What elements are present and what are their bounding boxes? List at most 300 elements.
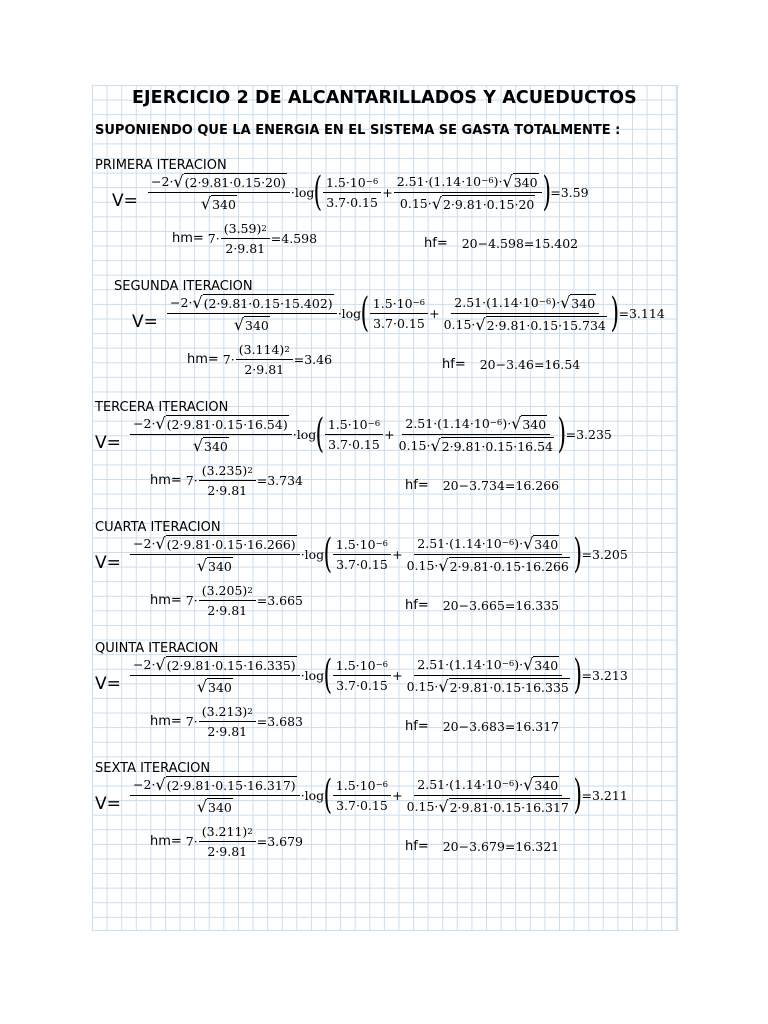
radicand: [203, 437, 229, 454]
expr: [336, 537, 388, 552]
velocity-value: 3.59: [228, 221, 257, 236]
velocity-value: 3.213: [206, 704, 243, 719]
radicand: [533, 656, 559, 673]
head-value: 16.266: [525, 558, 569, 574]
hm-value: 3.734: [469, 478, 505, 493]
hf-label: hf=: [405, 719, 429, 734]
radical-sign: √: [475, 314, 486, 334]
term: ): [290, 536, 296, 552]
denominator: [222, 239, 268, 256]
term: 20−: [442, 478, 470, 493]
equals: =: [504, 839, 516, 854]
hf-result: 16.54: [544, 357, 581, 372]
term: 340: [212, 196, 236, 212]
term: 2·9.81·0.15·: [449, 679, 526, 695]
term: 2·9.81·0.15·: [441, 438, 518, 454]
left-paren: (: [323, 772, 333, 818]
exponent: −6: [375, 660, 389, 670]
radicand: [166, 656, 297, 673]
square-root: [523, 656, 559, 673]
equals: =: [550, 184, 561, 200]
denominator: [194, 555, 236, 574]
numerator: [323, 175, 381, 193]
hm-value: 3.665: [469, 598, 505, 613]
equals: =: [581, 787, 592, 803]
denominator: [325, 435, 383, 452]
expr: [454, 294, 596, 311]
hf-equation: [442, 357, 580, 372]
expr: [417, 776, 559, 793]
exponent: 2: [247, 826, 253, 837]
hf-equation: [405, 719, 559, 734]
fraction: [148, 173, 290, 212]
expr: [133, 415, 289, 432]
equals: =: [533, 357, 545, 372]
hf-label: hf=: [405, 598, 429, 613]
term: 7·: [207, 231, 220, 246]
square-root: [438, 557, 570, 574]
exponent: 2: [247, 585, 253, 596]
velocity-result: 3.211: [591, 787, 628, 803]
radicand: [449, 557, 570, 574]
fraction: [221, 221, 270, 256]
denominator: [204, 481, 250, 498]
hm-result: 3.46: [304, 352, 333, 367]
expr: [328, 417, 380, 432]
exponent: −6: [501, 779, 515, 789]
radical-sign: √: [233, 314, 245, 334]
term: (2·9.81·0.15·: [203, 295, 285, 311]
head-value: 16.54: [517, 438, 553, 454]
square-root: [173, 173, 286, 190]
head-value: 16.335: [247, 657, 291, 673]
numerator: [325, 417, 383, 435]
expr: [407, 678, 570, 695]
square-root: [560, 294, 596, 311]
hf-equation: [405, 478, 559, 493]
equals: =: [256, 473, 268, 488]
denominator: [190, 435, 232, 454]
expr: [185, 175, 286, 190]
exponent: −6: [365, 177, 379, 187]
term: 2·9.81·0.15·: [449, 799, 526, 815]
equals: =: [504, 719, 516, 734]
term: )·: [514, 535, 524, 551]
term: (: [201, 824, 207, 839]
denominator: [396, 435, 557, 454]
radical-sign: √: [155, 533, 166, 553]
velocity-label: V=: [132, 312, 158, 332]
radical-sign: √: [502, 171, 513, 191]
term: −2: [133, 535, 152, 551]
numerator: [167, 294, 337, 314]
square-root: [197, 557, 233, 574]
hm-label: hm=: [150, 473, 182, 488]
radicand: [166, 535, 297, 552]
equals: =: [581, 667, 592, 683]
equals: =: [504, 478, 516, 493]
radicand: [207, 798, 233, 815]
term: 3.7·0.15: [328, 436, 380, 452]
plus: +: [392, 546, 403, 562]
square-root: [438, 798, 570, 815]
term: 1.5·10: [325, 174, 366, 190]
head-value: 16.54: [247, 416, 283, 432]
term: 340: [208, 799, 232, 815]
expr: [405, 415, 547, 432]
expr: [450, 680, 569, 695]
left-paren: (: [323, 652, 333, 698]
term: −2: [133, 415, 152, 431]
square-root: [438, 678, 570, 695]
velocity-result: 3.213: [591, 667, 628, 683]
denominator: [194, 676, 236, 695]
expr: [167, 658, 296, 673]
numerator: [199, 824, 256, 842]
square-root: [430, 437, 554, 454]
radicand: [570, 294, 596, 311]
term: 0.15·: [398, 437, 431, 453]
equals: =: [256, 593, 268, 608]
exponent: −6: [375, 539, 389, 549]
numerator: [130, 656, 300, 676]
expr: [202, 704, 253, 719]
expr: [133, 535, 297, 552]
term: 340: [571, 295, 596, 311]
term: 340: [245, 317, 269, 333]
denominator: [404, 676, 573, 695]
left-paren: (: [323, 531, 333, 577]
fraction: [396, 415, 557, 454]
expr: [151, 173, 287, 190]
right-paren: ): [557, 411, 567, 457]
radicand: [166, 776, 297, 793]
term: )·: [514, 656, 524, 672]
iteration-label: QUINTA ITERACION: [95, 641, 219, 656]
hm-result: 3.734: [267, 473, 304, 488]
page-subtitle: SUPONIENDO QUE LA ENERGIA EN EL SISTEMA SE GASTA TOTALMENTE :: [95, 123, 621, 138]
term: 2.51·(1.14·10: [405, 415, 490, 431]
head-value: 20: [518, 196, 535, 212]
plus: +: [429, 305, 440, 321]
radical-sign: √: [155, 774, 166, 794]
term: 340: [522, 416, 547, 432]
hm-label: hm=: [187, 352, 219, 367]
expr: [487, 318, 606, 333]
fraction: [333, 658, 391, 693]
velocity-equation: [129, 772, 628, 818]
fraction: [394, 173, 542, 212]
hm-value: 3.683: [469, 719, 505, 734]
hm-result: 4.598: [281, 231, 318, 246]
term: 2.51·(1.14·10: [417, 776, 502, 792]
square-root: [432, 195, 536, 212]
expr: [336, 778, 388, 793]
fraction: [199, 463, 256, 498]
radical-sign: √: [192, 292, 203, 312]
velocity-result: 3.235: [576, 426, 612, 442]
term: ): [256, 221, 262, 236]
fraction: [333, 537, 391, 572]
term: (: [223, 221, 229, 236]
expr: [450, 800, 569, 815]
term: ): [290, 657, 296, 673]
term: ): [242, 704, 248, 719]
expr: [373, 296, 425, 311]
numerator: [236, 342, 293, 360]
term: 340: [534, 657, 559, 673]
numerator: [148, 173, 290, 193]
term: 1.5·10: [372, 295, 413, 311]
hm-equation: [172, 221, 317, 256]
radical-sign: √: [523, 774, 534, 794]
fraction: [130, 535, 300, 574]
term: )·: [502, 415, 512, 431]
velocity-value: 3.205: [206, 583, 243, 598]
radical-sign: √: [196, 555, 208, 575]
exponent: −6: [481, 176, 494, 186]
fraction: [199, 704, 256, 739]
square-root: [234, 316, 270, 333]
velocity-equation: [129, 411, 612, 457]
term: 0.15·: [399, 195, 432, 211]
dot: ·: [169, 173, 174, 189]
term: ): [327, 295, 333, 311]
denominator: [198, 193, 240, 212]
term: 7·: [222, 352, 235, 367]
fraction: [199, 583, 256, 618]
expr: [202, 583, 253, 598]
fraction: [199, 824, 256, 859]
square-root: [201, 195, 237, 212]
radical-sign: √: [430, 435, 441, 455]
expr: [167, 778, 296, 793]
numerator: [414, 776, 562, 796]
hm-label: hm=: [150, 714, 182, 729]
term: ): [242, 583, 248, 598]
term: 0.15·: [406, 557, 439, 573]
numerator: [199, 463, 256, 481]
hm-label: hm=: [150, 834, 182, 849]
denominator: [204, 842, 250, 859]
denominator: [404, 555, 573, 574]
term: 3.7·0.15: [336, 797, 388, 813]
right-paren: ): [542, 169, 551, 215]
term: 2·9.81: [207, 483, 248, 498]
velocity-label: V=: [95, 794, 121, 814]
hm-result: 3.665: [267, 593, 304, 608]
term: 340: [513, 174, 538, 190]
radical-sign: √: [196, 676, 208, 696]
term: −2: [133, 656, 152, 672]
numerator: [199, 704, 256, 722]
term: 2.51·(1.14·10: [396, 173, 482, 189]
velocity-result: 3.59: [560, 184, 589, 200]
term: 340: [534, 536, 559, 552]
equals: =: [256, 714, 268, 729]
numerator: [451, 294, 599, 314]
fraction: [370, 296, 428, 331]
radicand: [184, 173, 287, 190]
velocity-equation: [129, 652, 628, 698]
expr: [202, 463, 253, 478]
term: ): [290, 777, 296, 793]
denominator: [194, 796, 236, 815]
term: −2: [151, 173, 170, 189]
velocity-value: 3.211: [206, 824, 243, 839]
radicand: [442, 195, 535, 212]
term: 2·9.81·0.15·: [442, 196, 519, 212]
expr: [397, 173, 539, 190]
square-root: [193, 437, 229, 454]
term: 340: [208, 558, 232, 574]
log-operator: ·log: [292, 426, 317, 442]
expr: [133, 776, 297, 793]
expr: [336, 658, 388, 673]
numerator: [130, 415, 292, 435]
numerator: [130, 535, 300, 555]
hf-result: 16.266: [515, 478, 560, 493]
square-root: [197, 678, 233, 695]
square-root: [155, 535, 296, 552]
radical-sign: √: [438, 796, 449, 816]
hm-label: hm=: [172, 231, 204, 246]
term: )·: [551, 294, 561, 310]
denominator: [204, 601, 250, 618]
expr: [167, 537, 296, 552]
square-root: [475, 316, 607, 333]
exponent: 2: [247, 706, 253, 717]
radical-sign: √: [523, 654, 534, 674]
equals: =: [581, 546, 592, 562]
expr: [204, 296, 333, 311]
head-value: 16.335: [525, 679, 569, 695]
head-value: 15.402: [284, 295, 328, 311]
velocity-label: V=: [112, 191, 138, 211]
expr: [224, 221, 267, 236]
exponent: −6: [412, 298, 426, 308]
numerator: [414, 535, 562, 555]
iteration-label: SEXTA ITERACION: [95, 761, 211, 776]
expr: [417, 656, 559, 673]
square-root: [192, 294, 333, 311]
hm-equation: [150, 704, 303, 739]
equals: =: [618, 305, 629, 321]
plus: +: [392, 667, 403, 683]
fraction: [333, 778, 391, 813]
radicand: [207, 557, 233, 574]
term: 2·9.81: [244, 362, 285, 377]
denominator: [333, 796, 391, 813]
hm-result: 3.683: [267, 714, 304, 729]
term: (: [238, 342, 244, 357]
term: 7·: [185, 834, 198, 849]
radicand: [449, 678, 570, 695]
radicand: [449, 798, 570, 815]
fraction: [323, 175, 381, 210]
hf-label: hf=: [405, 478, 429, 493]
square-root: [155, 776, 296, 793]
radical-sign: √: [200, 193, 212, 213]
exponent: −6: [367, 419, 381, 429]
left-paren: (: [315, 411, 325, 457]
exponent: −6: [501, 538, 515, 548]
term: −2: [170, 294, 189, 310]
iteration-label: TERCERA ITERACION: [95, 400, 229, 415]
numerator: [402, 415, 550, 435]
equals: =: [256, 834, 268, 849]
hm-equation: [150, 583, 303, 618]
left-paren: (: [360, 290, 370, 336]
head-value: 20: [265, 174, 281, 190]
radicand: [166, 415, 289, 432]
head-value: 15.734: [562, 317, 606, 333]
head-value: 16.317: [525, 799, 569, 815]
fraction: [325, 417, 383, 452]
velocity-result: 3.205: [591, 546, 628, 562]
term: 1.5·10: [327, 416, 368, 432]
square-root: [511, 415, 547, 432]
term: 3.7·0.15: [336, 556, 388, 572]
hf-result: 16.335: [515, 598, 560, 613]
hf-equation: [424, 236, 578, 251]
term: 2.51·(1.14·10: [417, 656, 502, 672]
term: 0.15·: [406, 798, 439, 814]
numerator: [394, 173, 542, 193]
log-operator: ·log: [300, 787, 325, 803]
fraction: [130, 656, 300, 695]
term: 20−: [461, 236, 489, 251]
square-root: [197, 798, 233, 815]
numerator: [221, 221, 270, 239]
term: 20−: [442, 598, 470, 613]
hf-label: hf=: [442, 357, 466, 372]
velocity-equation: [166, 290, 665, 336]
iteration-label: PRIMERA ITERACION: [95, 158, 227, 173]
expr: [443, 197, 534, 212]
fraction: [404, 535, 573, 574]
denominator: [333, 676, 391, 693]
radical-sign: √: [431, 193, 442, 213]
exponent: −6: [538, 297, 552, 307]
term: 2·9.81: [207, 724, 248, 739]
term: ): [242, 463, 248, 478]
log-operator: ·log: [300, 667, 325, 683]
hm-equation: [150, 824, 303, 859]
term: 20−: [442, 719, 470, 734]
radicand: [211, 195, 237, 212]
denominator: [231, 314, 273, 333]
radical-sign: √: [196, 796, 208, 816]
iteration-label: SEGUNDA ITERACION: [114, 279, 253, 294]
term: 0.15·: [443, 316, 476, 332]
square-root: [523, 776, 559, 793]
left-paren: (: [313, 169, 323, 215]
term: 2.51·(1.14·10: [417, 535, 502, 551]
hf-result: 15.402: [534, 236, 579, 251]
fraction: [167, 294, 337, 333]
term: (: [201, 583, 207, 598]
exponent: −6: [501, 659, 515, 669]
numerator: [199, 583, 256, 601]
velocity-label: V=: [95, 674, 121, 694]
velocity-result: 3.114: [628, 305, 665, 321]
fraction: [404, 656, 573, 695]
radical-sign: √: [192, 435, 204, 455]
expr: [399, 437, 554, 454]
term: ): [242, 824, 248, 839]
term: 2·9.81·0.15·: [449, 558, 526, 574]
